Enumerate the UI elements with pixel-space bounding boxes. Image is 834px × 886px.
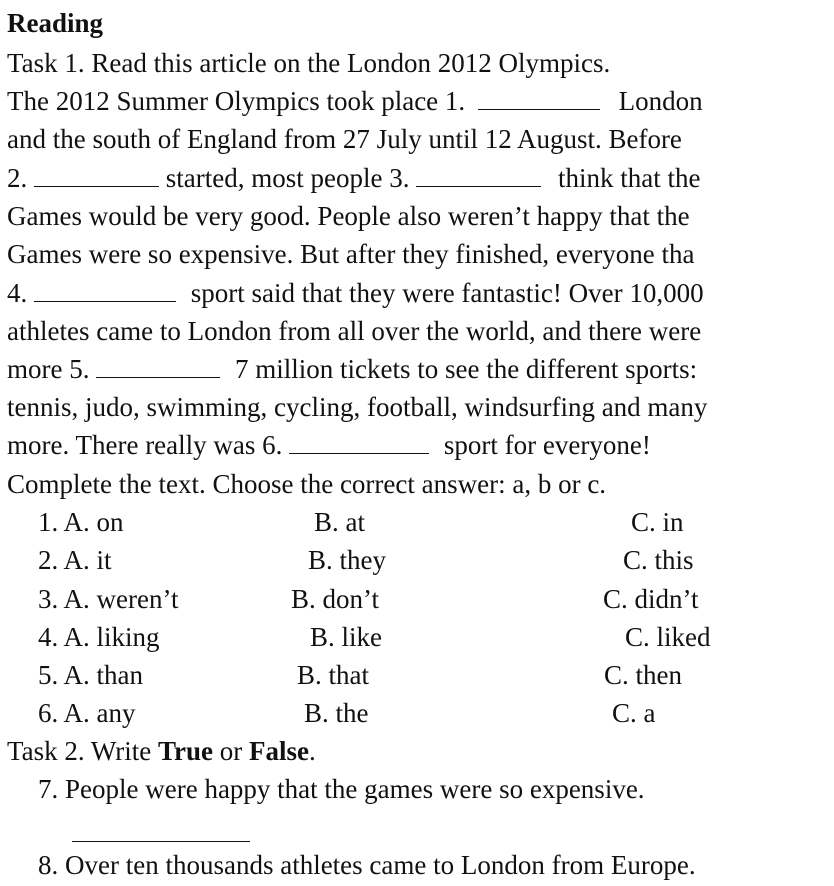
article-line-6 bbox=[7, 276, 704, 310]
option-a[interactable]: 4. A. liking bbox=[38, 622, 160, 652]
question-row bbox=[0, 505, 834, 539]
answer-blank-7[interactable] bbox=[72, 840, 250, 842]
blank-2[interactable] bbox=[34, 164, 159, 187]
option-c[interactable]: C. this bbox=[623, 545, 694, 575]
question-row bbox=[0, 582, 834, 616]
task1-title: Task 1. Read this article on the London 2012 Olympics. bbox=[7, 48, 611, 78]
task2-title bbox=[7, 734, 316, 768]
page-title: Reading bbox=[7, 8, 104, 38]
blank-5[interactable] bbox=[96, 355, 220, 378]
article-line-10-start: more. There really was 6. bbox=[7, 430, 283, 460]
article-line-8 bbox=[7, 352, 697, 386]
option-a[interactable]: 3. A. weren’t bbox=[38, 584, 179, 614]
option-a[interactable]: 5. A. than bbox=[38, 660, 143, 690]
option-c[interactable]: C. didn’t bbox=[603, 584, 699, 614]
task1-instruction: Complete the text. Choose the correct answer: a, b or c. bbox=[7, 469, 607, 499]
article-line-4: Games would be very good. People also weren’t happy that the bbox=[7, 201, 690, 231]
article-line-6-end: sport said that they were fantastic! Over 10,000 bbox=[190, 278, 704, 308]
task2-title-prefix: Task 2. Write bbox=[7, 736, 158, 766]
option-b[interactable]: B. they bbox=[308, 545, 386, 575]
article-line-10 bbox=[7, 428, 651, 462]
option-b[interactable]: B. at bbox=[314, 507, 365, 537]
article-line-10-end: sport for everyone! bbox=[443, 430, 651, 460]
article-line-8-start: more 5. bbox=[7, 354, 90, 384]
question-row bbox=[0, 658, 834, 692]
article-line-7: athletes came to London from all over the world, and there were bbox=[7, 316, 702, 346]
option-c[interactable]: C. in bbox=[631, 507, 684, 537]
option-a[interactable]: 6. A. any bbox=[38, 698, 136, 728]
option-b[interactable]: B. don’t bbox=[291, 584, 380, 614]
article-line-2: and the south of England from 27 July until 12 August. Before bbox=[7, 124, 682, 154]
article-line-3 bbox=[7, 161, 700, 195]
blank-3[interactable] bbox=[416, 164, 541, 187]
question-7: 7. People were happy that the games were so expensive. bbox=[38, 774, 645, 804]
true-word: True bbox=[158, 736, 213, 766]
option-c[interactable]: C. liked bbox=[625, 622, 711, 652]
article-line-9: tennis, judo, swimming, cycling, football, windsurfing and many bbox=[7, 392, 708, 422]
task2-title-period: . bbox=[309, 736, 316, 766]
blank-6[interactable] bbox=[289, 431, 429, 454]
question-row bbox=[0, 620, 834, 654]
question-8: 8. Over ten thousands athletes came to London from Europe. bbox=[38, 850, 696, 880]
article-line-5: Games were so expensive. But after they finished, everyone tha bbox=[7, 239, 695, 269]
option-a[interactable]: 2. A. it bbox=[38, 545, 112, 575]
article-line-8-end: 7 million tickets to see the different sports: bbox=[234, 354, 698, 384]
blank-1[interactable] bbox=[478, 87, 600, 110]
article-line-1 bbox=[7, 84, 703, 118]
article-line-3-num: 2. bbox=[7, 163, 28, 193]
or-word: or bbox=[213, 736, 249, 766]
option-b[interactable]: B. like bbox=[310, 622, 382, 652]
option-c[interactable]: C. then bbox=[604, 660, 682, 690]
false-word: False bbox=[249, 736, 309, 766]
option-c[interactable]: C. a bbox=[612, 698, 656, 728]
article-line-3-end: think that the bbox=[557, 163, 701, 193]
option-b[interactable]: B. that bbox=[297, 660, 369, 690]
option-b[interactable]: B. the bbox=[304, 698, 369, 728]
article-line-6-num: 4. bbox=[7, 278, 28, 308]
question-row bbox=[0, 543, 834, 577]
blank-4[interactable] bbox=[34, 279, 176, 302]
article-line-3-mid: started, most people 3. bbox=[165, 163, 410, 193]
option-a[interactable]: 1. A. on bbox=[38, 507, 124, 537]
question-row bbox=[0, 696, 834, 730]
article-line-1-start: The 2012 Summer Olympics took place 1. bbox=[7, 86, 466, 116]
article-line-1-end: London bbox=[618, 86, 703, 116]
